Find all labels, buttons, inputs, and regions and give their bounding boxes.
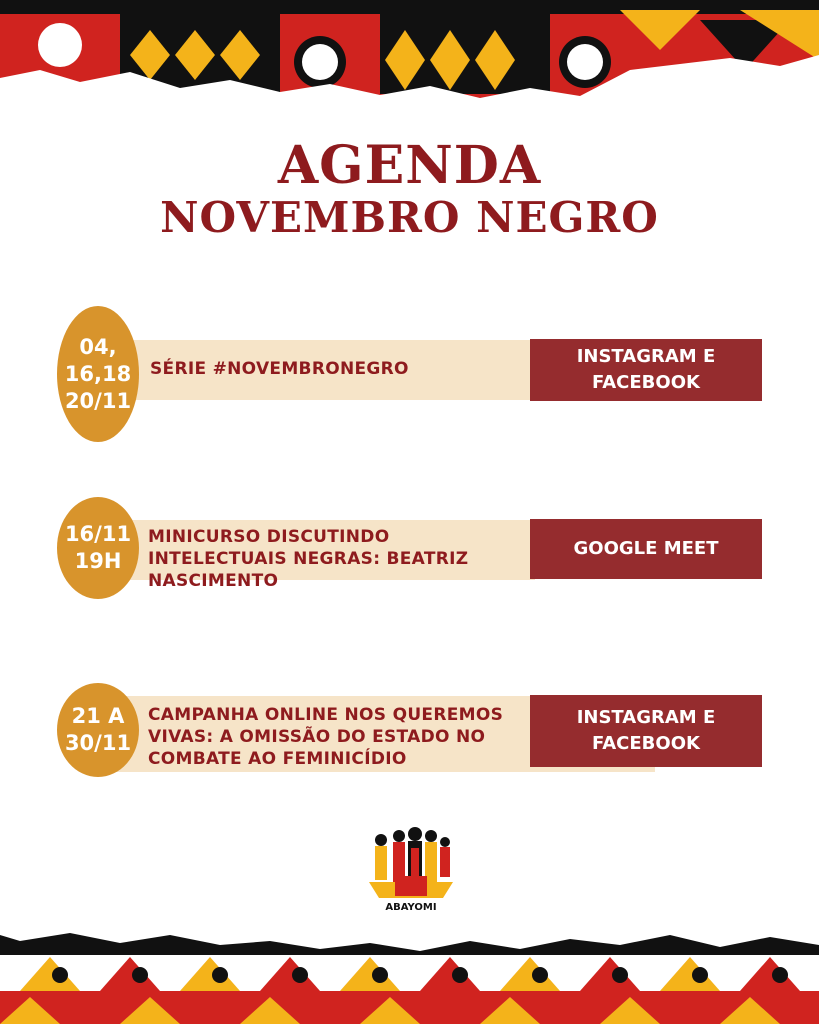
event-title: MINICURSO DISCUTINDO INTELECTUAIS NEGRAS: BEATRIZ NASCIMENTO	[148, 527, 469, 591]
event-platform: INSTAGRAM E FACEBOOK	[530, 695, 762, 767]
event-title: CAMPANHA ONLINE NOS QUEREMOS VIVAS: A OMISSÃO DO ESTADO NO COMBATE AO FEMINICÍDIO	[148, 705, 504, 769]
page-title: AGENDA	[277, 135, 542, 196]
event-platform: INSTAGRAM E FACEBOOK	[530, 339, 762, 401]
event-platform: GOOGLE MEET	[530, 519, 762, 579]
logo-label: ABAYOMI	[385, 902, 437, 913]
event-date-badge: 21 A 30/11	[57, 683, 139, 777]
bottom-fabric-banner	[0, 915, 819, 1024]
top-fabric-banner	[0, 0, 819, 110]
page-subtitle: NOVEMBRO NEGRO	[160, 193, 659, 242]
event-date-badge: 04, 16,18 20/11	[57, 306, 139, 442]
event-title: SÉRIE #NOVEMBRONEGRO	[150, 359, 409, 379]
event-date-badge: 16/11 19H	[57, 497, 139, 599]
